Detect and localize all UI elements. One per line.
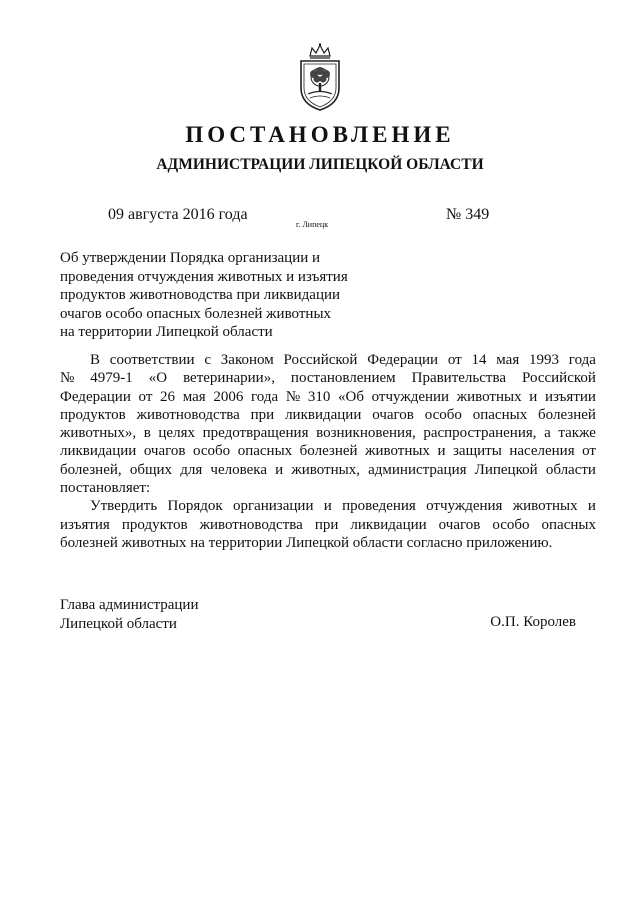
body-word: опасных	[472, 406, 528, 423]
body-word: от	[138, 388, 153, 405]
subject-line: на территории Липецкой области	[60, 324, 273, 341]
body-word: изъятия	[60, 516, 110, 533]
body-word: 2006	[213, 388, 244, 405]
body-word: и	[275, 461, 284, 478]
document-date: 09 августа 2016 года	[108, 206, 248, 223]
body-word: распространения,	[423, 425, 537, 442]
body-word: года	[568, 352, 596, 368]
document-title: ПОСТАНОВЛЕНИЕ	[185, 122, 455, 147]
body-word: организации	[232, 498, 314, 515]
body-word: населения	[509, 443, 575, 460]
body-word: ликвидации	[350, 516, 427, 533]
body-word: области	[545, 461, 596, 478]
body-word: от	[582, 443, 596, 460]
body-line: болезней животных на территории Липецкой области согласно приложению.	[60, 534, 553, 551]
body-line	[60, 424, 596, 442]
body-line	[60, 461, 596, 479]
body-word: Федерации	[367, 352, 439, 368]
document-subject	[60, 249, 380, 342]
body-word: 310	[307, 388, 331, 405]
body-word: животных,	[291, 461, 360, 478]
body-word: общих	[129, 461, 173, 478]
subject-line: Об утверждении Порядка организации и	[60, 250, 321, 266]
body-word: очагов	[438, 516, 481, 533]
body-word: отчуждении	[371, 388, 450, 405]
body-line	[60, 406, 596, 424]
body-word: особо	[492, 516, 530, 533]
body-word: продуктов	[60, 406, 126, 423]
body-word: 26	[160, 388, 176, 405]
body-word: возникновения,	[316, 425, 416, 442]
body-word: постановлением	[290, 370, 396, 387]
body-word: «О	[148, 370, 168, 387]
body-word: болезней,	[60, 461, 122, 478]
body-word: Порядок	[167, 498, 223, 515]
body-word: от	[447, 352, 462, 368]
body-word: а	[544, 425, 551, 442]
body-word: Липецкой	[474, 461, 538, 478]
body-word: №	[60, 370, 75, 387]
body-word: 1993	[529, 352, 560, 368]
body-word: человека	[210, 461, 267, 478]
body-word: животноводства	[199, 516, 303, 533]
body-word: предотвращения	[202, 425, 309, 442]
document-city: г. Липецк	[296, 220, 329, 229]
body-word: 4979-1	[90, 370, 133, 387]
body-word: также	[558, 425, 596, 442]
issuing-authority: АДМИНИСТРАЦИИ ЛИПЕЦКОЙ ОБЛАСТИ	[156, 156, 484, 173]
signatory-position	[60, 596, 198, 633]
body-word: изъятии	[544, 388, 596, 405]
signatory-position-line: Липецкой области	[60, 615, 177, 632]
signatory-position-line: Глава администрации	[60, 597, 199, 613]
body-word: при	[250, 406, 275, 423]
body-word: ликвидации	[60, 443, 137, 460]
body-word: продуктов	[121, 516, 188, 533]
body-line: постановляет:	[60, 480, 151, 497]
body-word: защиты	[453, 443, 502, 460]
body-word: Законом	[220, 352, 274, 368]
body-word: для	[180, 461, 203, 478]
body-word: «Об	[337, 388, 364, 405]
body-word: мая	[182, 388, 206, 405]
body-word: соответствии	[109, 352, 195, 368]
body-word: года	[251, 388, 279, 405]
subject-line: проведения отчуждения животных и изъятия	[60, 268, 348, 285]
body-word: Российской	[521, 370, 596, 387]
body-word: особо	[193, 443, 231, 460]
body-line	[60, 388, 596, 406]
coat-of-arms-icon	[296, 42, 344, 112]
body-word: Российской	[283, 352, 358, 368]
signatory-name: О.П. Королев	[490, 614, 576, 630]
body-word: при	[314, 516, 339, 533]
body-line	[60, 442, 596, 460]
body-word: животных	[365, 443, 430, 460]
body-word: отчуждения	[426, 498, 503, 515]
body-word: опасных	[237, 443, 293, 460]
body-word: целях	[158, 425, 195, 442]
body-word: Правительства	[411, 370, 507, 387]
body-word: и	[323, 498, 332, 515]
body-word: №	[285, 388, 301, 405]
document-number: № 349	[446, 206, 490, 223]
body-word: очагов	[372, 406, 414, 423]
body-word: опасных	[541, 516, 596, 533]
body-word: ликвидации	[285, 406, 362, 423]
body-word: администрация	[368, 461, 467, 478]
body-word: животных	[456, 388, 522, 405]
document-body	[60, 351, 596, 552]
body-word: в	[143, 425, 151, 442]
body-word: болезней	[538, 406, 596, 423]
body-word: и	[587, 498, 596, 515]
body-word: Федерации	[60, 388, 131, 405]
body-word: проведения	[342, 498, 416, 515]
body-line	[60, 516, 596, 534]
subject-line: продуктов животноводства при ликвидации	[60, 287, 341, 304]
body-word: особо	[424, 406, 462, 423]
body-word: Утвердить	[90, 498, 158, 515]
body-word: с	[204, 352, 212, 368]
body-word: животных	[512, 498, 578, 515]
body-word: ветеринарии»,	[183, 370, 275, 387]
body-word: и	[529, 388, 538, 405]
body-word: животных»,	[60, 425, 137, 442]
body-word: и	[437, 443, 446, 460]
body-word: болезней	[299, 443, 358, 460]
body-word: очагов	[143, 443, 186, 460]
body-line	[60, 497, 596, 515]
body-line	[60, 369, 596, 387]
body-line	[60, 351, 596, 369]
subject-line: очагов особо опасных болезней животных	[60, 305, 332, 322]
body-word: мая	[496, 352, 520, 368]
body-word: В	[90, 352, 101, 368]
body-word: 14	[471, 352, 487, 368]
body-word: животноводства	[136, 406, 240, 423]
